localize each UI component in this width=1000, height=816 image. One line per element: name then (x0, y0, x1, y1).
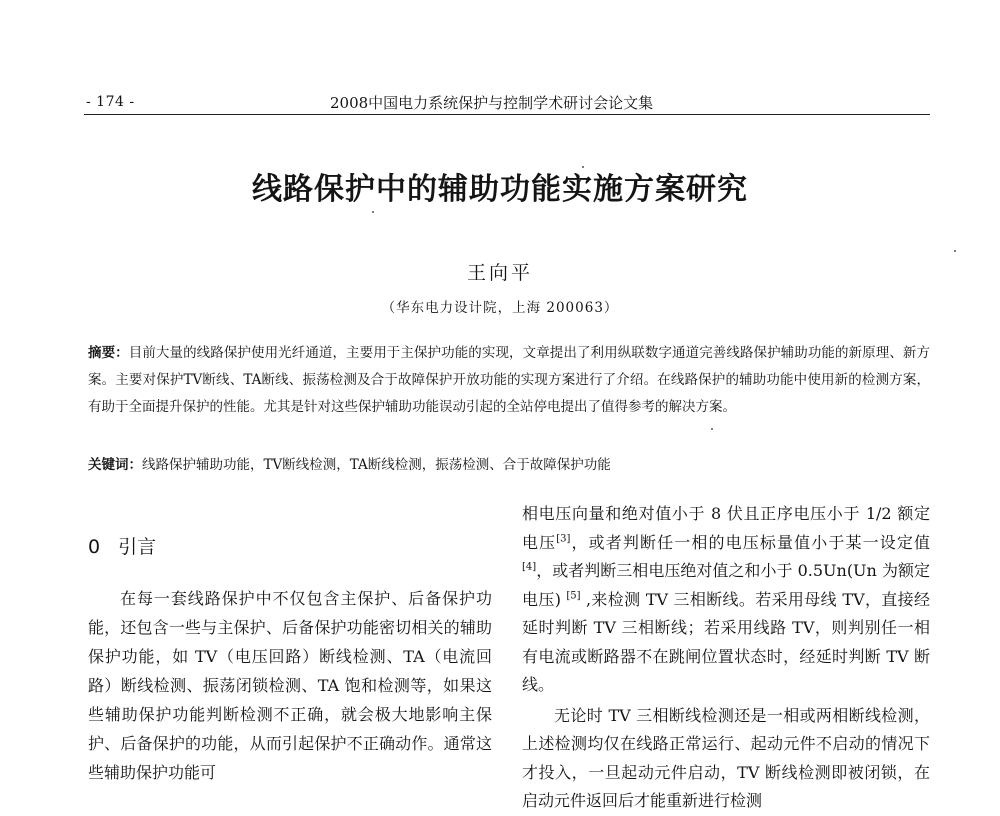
abstract-label: 摘要： (88, 345, 129, 361)
citation-ref: [4] (522, 561, 537, 573)
scan-speck (954, 250, 956, 252)
body-text: ,来检测 TV 三相断线。若采用母线 TV，直接经延时判断 TV 三相断线；若采用线路 TV，则判别任一相有电流或断路器不在跳闸位置状态时，经延时判断 TV 断线。 (522, 589, 930, 694)
scan-speck (372, 211, 374, 213)
abstract (88, 340, 930, 421)
section-title: 引言 (118, 536, 157, 558)
scan-speck (711, 428, 713, 430)
scan-speck (582, 166, 584, 168)
page-number: - 174 - (86, 94, 135, 110)
keywords-text: 线路保护辅助功能，TV断线检测，TA断线检测，振荡检测、合于故障保护功能 (142, 457, 611, 473)
body-text: 相电压向量和绝对值小于 8 伏且正序电压小于 1/2 额定电压 (522, 504, 930, 552)
keywords-label: 关键词： (88, 457, 142, 473)
header-rule (84, 114, 930, 115)
section-number: 0 (88, 536, 101, 558)
keywords (88, 454, 930, 476)
body-text: ，或者判断任一相的电压标量值小于某一设定值 (570, 532, 930, 552)
running-header-title: 2008中国电力系统保护与控制学术研讨会论文集 (330, 94, 654, 112)
abstract-text: 目前大量的线路保护使用光纤通道，主要用于主保护功能的实现，文章提出了利用纵联数字通道完善线路保护辅助功能的新原理、新方案。主要对保护TV断线、TA断线、振荡检测及合于故障保护开放功能的实现方案进行了介绍。在线路保护的辅助功能中使用新的检测方案，有助于全面提升保护的性能。尤其是针对这些保护辅助功能误动引起的全站停电提出了值得参考的解决方案。 (88, 345, 931, 415)
body-text: ，或者判断三相电压绝对值之和小于 0.5Un(Un 为额定电压) (522, 561, 930, 609)
author-name: 王向平 (466, 262, 533, 284)
paper-title: 线路保护中的辅助功能实施方案研究 (252, 172, 748, 207)
tv-detection-paragraph (522, 500, 930, 700)
citation-ref: [3] (556, 533, 571, 545)
section-heading (88, 532, 156, 559)
author-affiliation: （华东电力设计院，上海 200063） (381, 300, 619, 316)
tv-breakage-paragraph: 无论时 TV 三相断线检测还是一相或两相断线检测，上述检测均仅在线路正常运行、起动元件不启动的情况下才投入，一旦起动元件启动，TV 断线检测即被闭锁，在启动元件返回后才能重新进行检测 (522, 705, 930, 810)
left-column (88, 584, 492, 787)
citation-ref: [5] (566, 590, 581, 602)
intro-paragraph: 在每一套线路保护中不仅包含主保护、后备保护功能，还包含一些与主保护、后备保护功能密切相关的辅助保护功能，如 TV（电压回路）断线检测、TA（电流回路）断线检测、振荡闭锁检测、TA 饱和检测等，如果这些辅助保护功能判断检测不正确，就会极大地影响主保护、后备保护的功能，从而引起保护不正确动作。通常这些辅助保护功能可 (88, 589, 492, 782)
right-column (522, 500, 930, 816)
